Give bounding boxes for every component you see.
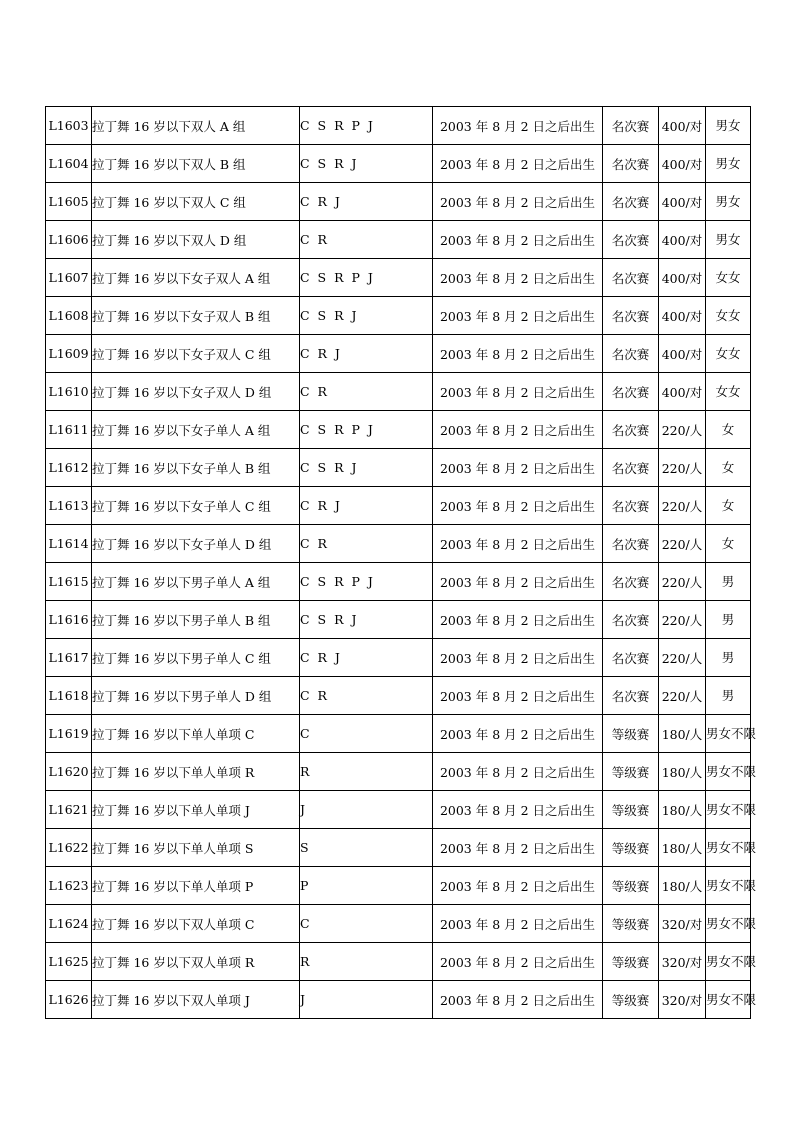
- table-row: [46, 297, 751, 335]
- gender-requirement: 女女: [706, 373, 751, 411]
- competition-type: 名次赛: [603, 373, 659, 411]
- birth-requirement: 2003 年 8 月 2 日之后出生: [433, 525, 603, 563]
- birth-requirement: 2003 年 8 月 2 日之后出生: [433, 563, 603, 601]
- event-dances: C S R J: [300, 601, 433, 639]
- gender-requirement: 男女不限: [706, 829, 751, 867]
- event-code: L1607: [46, 259, 92, 297]
- birth-requirement: 2003 年 8 月 2 日之后出生: [433, 259, 603, 297]
- event-code: L1615: [46, 563, 92, 601]
- event-dances: C S R J: [300, 449, 433, 487]
- event-dances: C R J: [300, 639, 433, 677]
- gender-requirement: 男女不限: [706, 943, 751, 981]
- birth-requirement: 2003 年 8 月 2 日之后出生: [433, 981, 603, 1019]
- table-row: [46, 715, 751, 753]
- gender-requirement: 男: [706, 677, 751, 715]
- gender-requirement: 男女不限: [706, 791, 751, 829]
- birth-requirement: 2003 年 8 月 2 日之后出生: [433, 221, 603, 259]
- event-name: 拉丁舞 16 岁以下男子单人 D 组: [92, 677, 300, 715]
- event-dances: C R: [300, 221, 433, 259]
- gender-requirement: 男女: [706, 221, 751, 259]
- event-dances: P: [300, 867, 433, 905]
- competition-type: 等级赛: [603, 867, 659, 905]
- gender-requirement: 男女: [706, 107, 751, 145]
- table-row: [46, 753, 751, 791]
- competition-type: 名次赛: [603, 563, 659, 601]
- entry-fee: 220/人: [659, 525, 706, 563]
- event-name: 拉丁舞 16 岁以下单人单项 R: [92, 753, 300, 791]
- event-code: L1616: [46, 601, 92, 639]
- event-dances: C R J: [300, 183, 433, 221]
- event-dances: C: [300, 715, 433, 753]
- event-name: 拉丁舞 16 岁以下女子双人 B 组: [92, 297, 300, 335]
- event-name: 拉丁舞 16 岁以下女子双人 C 组: [92, 335, 300, 373]
- events-table: [45, 106, 757, 1019]
- gender-requirement: 女女: [706, 297, 751, 335]
- event-code: L1603: [46, 107, 92, 145]
- table-row: [46, 867, 751, 905]
- birth-requirement: 2003 年 8 月 2 日之后出生: [433, 829, 603, 867]
- event-dances: S: [300, 829, 433, 867]
- event-code: L1617: [46, 639, 92, 677]
- event-name: 拉丁舞 16 岁以下男子单人 A 组: [92, 563, 300, 601]
- birth-requirement: 2003 年 8 月 2 日之后出生: [433, 373, 603, 411]
- entry-fee: 400/对: [659, 259, 706, 297]
- table-row: [46, 449, 751, 487]
- event-dances: C S R P J: [300, 411, 433, 449]
- event-code: L1623: [46, 867, 92, 905]
- event-name: 拉丁舞 16 岁以下单人单项 C: [92, 715, 300, 753]
- entry-fee: 400/对: [659, 335, 706, 373]
- gender-requirement: 男: [706, 563, 751, 601]
- table-row: [46, 601, 751, 639]
- gender-requirement: 男女不限: [706, 867, 751, 905]
- entry-fee: 220/人: [659, 601, 706, 639]
- table-row: [46, 107, 751, 145]
- entry-fee: 180/人: [659, 715, 706, 753]
- birth-requirement: 2003 年 8 月 2 日之后出生: [433, 487, 603, 525]
- entry-fee: 220/人: [659, 449, 706, 487]
- entry-fee: 220/人: [659, 487, 706, 525]
- event-name: 拉丁舞 16 岁以下女子双人 A 组: [92, 259, 300, 297]
- event-name: 拉丁舞 16 岁以下女子单人 D 组: [92, 525, 300, 563]
- gender-requirement: 男女: [706, 145, 751, 183]
- competition-type: 名次赛: [603, 677, 659, 715]
- event-name: 拉丁舞 16 岁以下双人单项 J: [92, 981, 300, 1019]
- entry-fee: 400/对: [659, 107, 706, 145]
- table-row: [46, 791, 751, 829]
- entry-fee: 180/人: [659, 829, 706, 867]
- table-row: [46, 487, 751, 525]
- event-dances: C R J: [300, 335, 433, 373]
- event-dances: C S R P J: [300, 107, 433, 145]
- birth-requirement: 2003 年 8 月 2 日之后出生: [433, 601, 603, 639]
- entry-fee: 320/对: [659, 943, 706, 981]
- entry-fee: 180/人: [659, 791, 706, 829]
- gender-requirement: 男: [706, 639, 751, 677]
- event-name: 拉丁舞 16 岁以下双人 B 组: [92, 145, 300, 183]
- gender-requirement: 男女不限: [706, 981, 751, 1019]
- event-code: L1625: [46, 943, 92, 981]
- entry-fee: 400/对: [659, 373, 706, 411]
- competition-type: 等级赛: [603, 829, 659, 867]
- table-row: [46, 525, 751, 563]
- gender-requirement: 女女: [706, 335, 751, 373]
- event-code: L1605: [46, 183, 92, 221]
- entry-fee: 320/对: [659, 905, 706, 943]
- event-dances: R: [300, 753, 433, 791]
- event-dances: C R: [300, 373, 433, 411]
- gender-requirement: 男女不限: [706, 715, 751, 753]
- competition-type: 名次赛: [603, 297, 659, 335]
- event-name: 拉丁舞 16 岁以下单人单项 S: [92, 829, 300, 867]
- event-code: L1613: [46, 487, 92, 525]
- gender-requirement: 女女: [706, 259, 751, 297]
- competition-type: 名次赛: [603, 145, 659, 183]
- entry-fee: 400/对: [659, 297, 706, 335]
- birth-requirement: 2003 年 8 月 2 日之后出生: [433, 411, 603, 449]
- entry-fee: 220/人: [659, 563, 706, 601]
- event-dances: C R: [300, 525, 433, 563]
- table-row: [46, 183, 751, 221]
- entry-fee: 220/人: [659, 411, 706, 449]
- event-code: L1606: [46, 221, 92, 259]
- birth-requirement: 2003 年 8 月 2 日之后出生: [433, 905, 603, 943]
- competition-type: 等级赛: [603, 905, 659, 943]
- birth-requirement: 2003 年 8 月 2 日之后出生: [433, 449, 603, 487]
- birth-requirement: 2003 年 8 月 2 日之后出生: [433, 145, 603, 183]
- event-name: 拉丁舞 16 岁以下女子单人 C 组: [92, 487, 300, 525]
- birth-requirement: 2003 年 8 月 2 日之后出生: [433, 715, 603, 753]
- event-name: 拉丁舞 16 岁以下双人单项 C: [92, 905, 300, 943]
- event-name: 拉丁舞 16 岁以下男子单人 C 组: [92, 639, 300, 677]
- event-code: L1604: [46, 145, 92, 183]
- event-dances: C S R P J: [300, 259, 433, 297]
- gender-requirement: 女: [706, 487, 751, 525]
- competition-type: 名次赛: [603, 601, 659, 639]
- event-name: 拉丁舞 16 岁以下双人 C 组: [92, 183, 300, 221]
- event-code: L1619: [46, 715, 92, 753]
- event-code: L1622: [46, 829, 92, 867]
- event-dances: C R J: [300, 487, 433, 525]
- table-row: [46, 829, 751, 867]
- birth-requirement: 2003 年 8 月 2 日之后出生: [433, 867, 603, 905]
- event-name: 拉丁舞 16 岁以下双人单项 R: [92, 943, 300, 981]
- competition-type: 名次赛: [603, 183, 659, 221]
- gender-requirement: 女: [706, 449, 751, 487]
- event-name: 拉丁舞 16 岁以下双人 A 组: [92, 107, 300, 145]
- event-dances: C S R J: [300, 145, 433, 183]
- birth-requirement: 2003 年 8 月 2 日之后出生: [433, 183, 603, 221]
- table-row: [46, 335, 751, 373]
- event-dances: C S R P J: [300, 563, 433, 601]
- event-name: 拉丁舞 16 岁以下单人单项 J: [92, 791, 300, 829]
- birth-requirement: 2003 年 8 月 2 日之后出生: [433, 753, 603, 791]
- birth-requirement: 2003 年 8 月 2 日之后出生: [433, 791, 603, 829]
- competition-type: 等级赛: [603, 753, 659, 791]
- entry-fee: 180/人: [659, 753, 706, 791]
- entry-fee: 320/对: [659, 981, 706, 1019]
- birth-requirement: 2003 年 8 月 2 日之后出生: [433, 297, 603, 335]
- table-row: [46, 905, 751, 943]
- event-code: L1624: [46, 905, 92, 943]
- birth-requirement: 2003 年 8 月 2 日之后出生: [433, 943, 603, 981]
- event-name: 拉丁舞 16 岁以下女子双人 D 组: [92, 373, 300, 411]
- event-code: L1610: [46, 373, 92, 411]
- event-code: L1621: [46, 791, 92, 829]
- table-body: [46, 107, 757, 1019]
- gender-requirement: 男女: [706, 183, 751, 221]
- table-row: [46, 563, 751, 601]
- table-row: [46, 639, 751, 677]
- entry-fee: 400/对: [659, 183, 706, 221]
- entry-fee: 400/对: [659, 221, 706, 259]
- competition-type: 名次赛: [603, 449, 659, 487]
- competition-type: 名次赛: [603, 335, 659, 373]
- event-code: L1609: [46, 335, 92, 373]
- gender-requirement: 男: [706, 601, 751, 639]
- table-row: [46, 259, 751, 297]
- event-name: 拉丁舞 16 岁以下女子单人 B 组: [92, 449, 300, 487]
- event-name: 拉丁舞 16 岁以下双人 D 组: [92, 221, 300, 259]
- table-row: [46, 943, 751, 981]
- competition-type: 名次赛: [603, 639, 659, 677]
- event-dances: J: [300, 981, 433, 1019]
- entry-fee: 220/人: [659, 677, 706, 715]
- gender-requirement: 女: [706, 525, 751, 563]
- event-code: L1608: [46, 297, 92, 335]
- entry-fee: 400/对: [659, 145, 706, 183]
- competition-type: 名次赛: [603, 411, 659, 449]
- competition-type: 等级赛: [603, 943, 659, 981]
- table-row: [46, 373, 751, 411]
- table-row: [46, 981, 751, 1019]
- gender-requirement: 女: [706, 411, 751, 449]
- event-code: L1612: [46, 449, 92, 487]
- competition-type: 名次赛: [603, 221, 659, 259]
- table-row: [46, 411, 751, 449]
- event-dances: J: [300, 791, 433, 829]
- event-name: 拉丁舞 16 岁以下单人单项 P: [92, 867, 300, 905]
- entry-fee: 220/人: [659, 639, 706, 677]
- table-row: [46, 677, 751, 715]
- event-dances: C R: [300, 677, 433, 715]
- birth-requirement: 2003 年 8 月 2 日之后出生: [433, 107, 603, 145]
- gender-requirement: 男女不限: [706, 753, 751, 791]
- event-code: L1620: [46, 753, 92, 791]
- competition-type: 等级赛: [603, 791, 659, 829]
- entry-fee: 180/人: [659, 867, 706, 905]
- event-name: 拉丁舞 16 岁以下女子单人 A 组: [92, 411, 300, 449]
- event-dances: C: [300, 905, 433, 943]
- event-dances: C S R J: [300, 297, 433, 335]
- competition-type: 名次赛: [603, 525, 659, 563]
- event-code: L1626: [46, 981, 92, 1019]
- birth-requirement: 2003 年 8 月 2 日之后出生: [433, 639, 603, 677]
- event-code: L1611: [46, 411, 92, 449]
- birth-requirement: 2003 年 8 月 2 日之后出生: [433, 677, 603, 715]
- competition-type: 等级赛: [603, 715, 659, 753]
- competition-type: 名次赛: [603, 259, 659, 297]
- competition-type: 等级赛: [603, 981, 659, 1019]
- event-dances: R: [300, 943, 433, 981]
- gender-requirement: 男女不限: [706, 905, 751, 943]
- table-row: [46, 145, 751, 183]
- competition-type: 名次赛: [603, 107, 659, 145]
- event-name: 拉丁舞 16 岁以下男子单人 B 组: [92, 601, 300, 639]
- event-code: L1614: [46, 525, 92, 563]
- table-row: [46, 221, 751, 259]
- competition-type: 名次赛: [603, 487, 659, 525]
- birth-requirement: 2003 年 8 月 2 日之后出生: [433, 335, 603, 373]
- event-code: L1618: [46, 677, 92, 715]
